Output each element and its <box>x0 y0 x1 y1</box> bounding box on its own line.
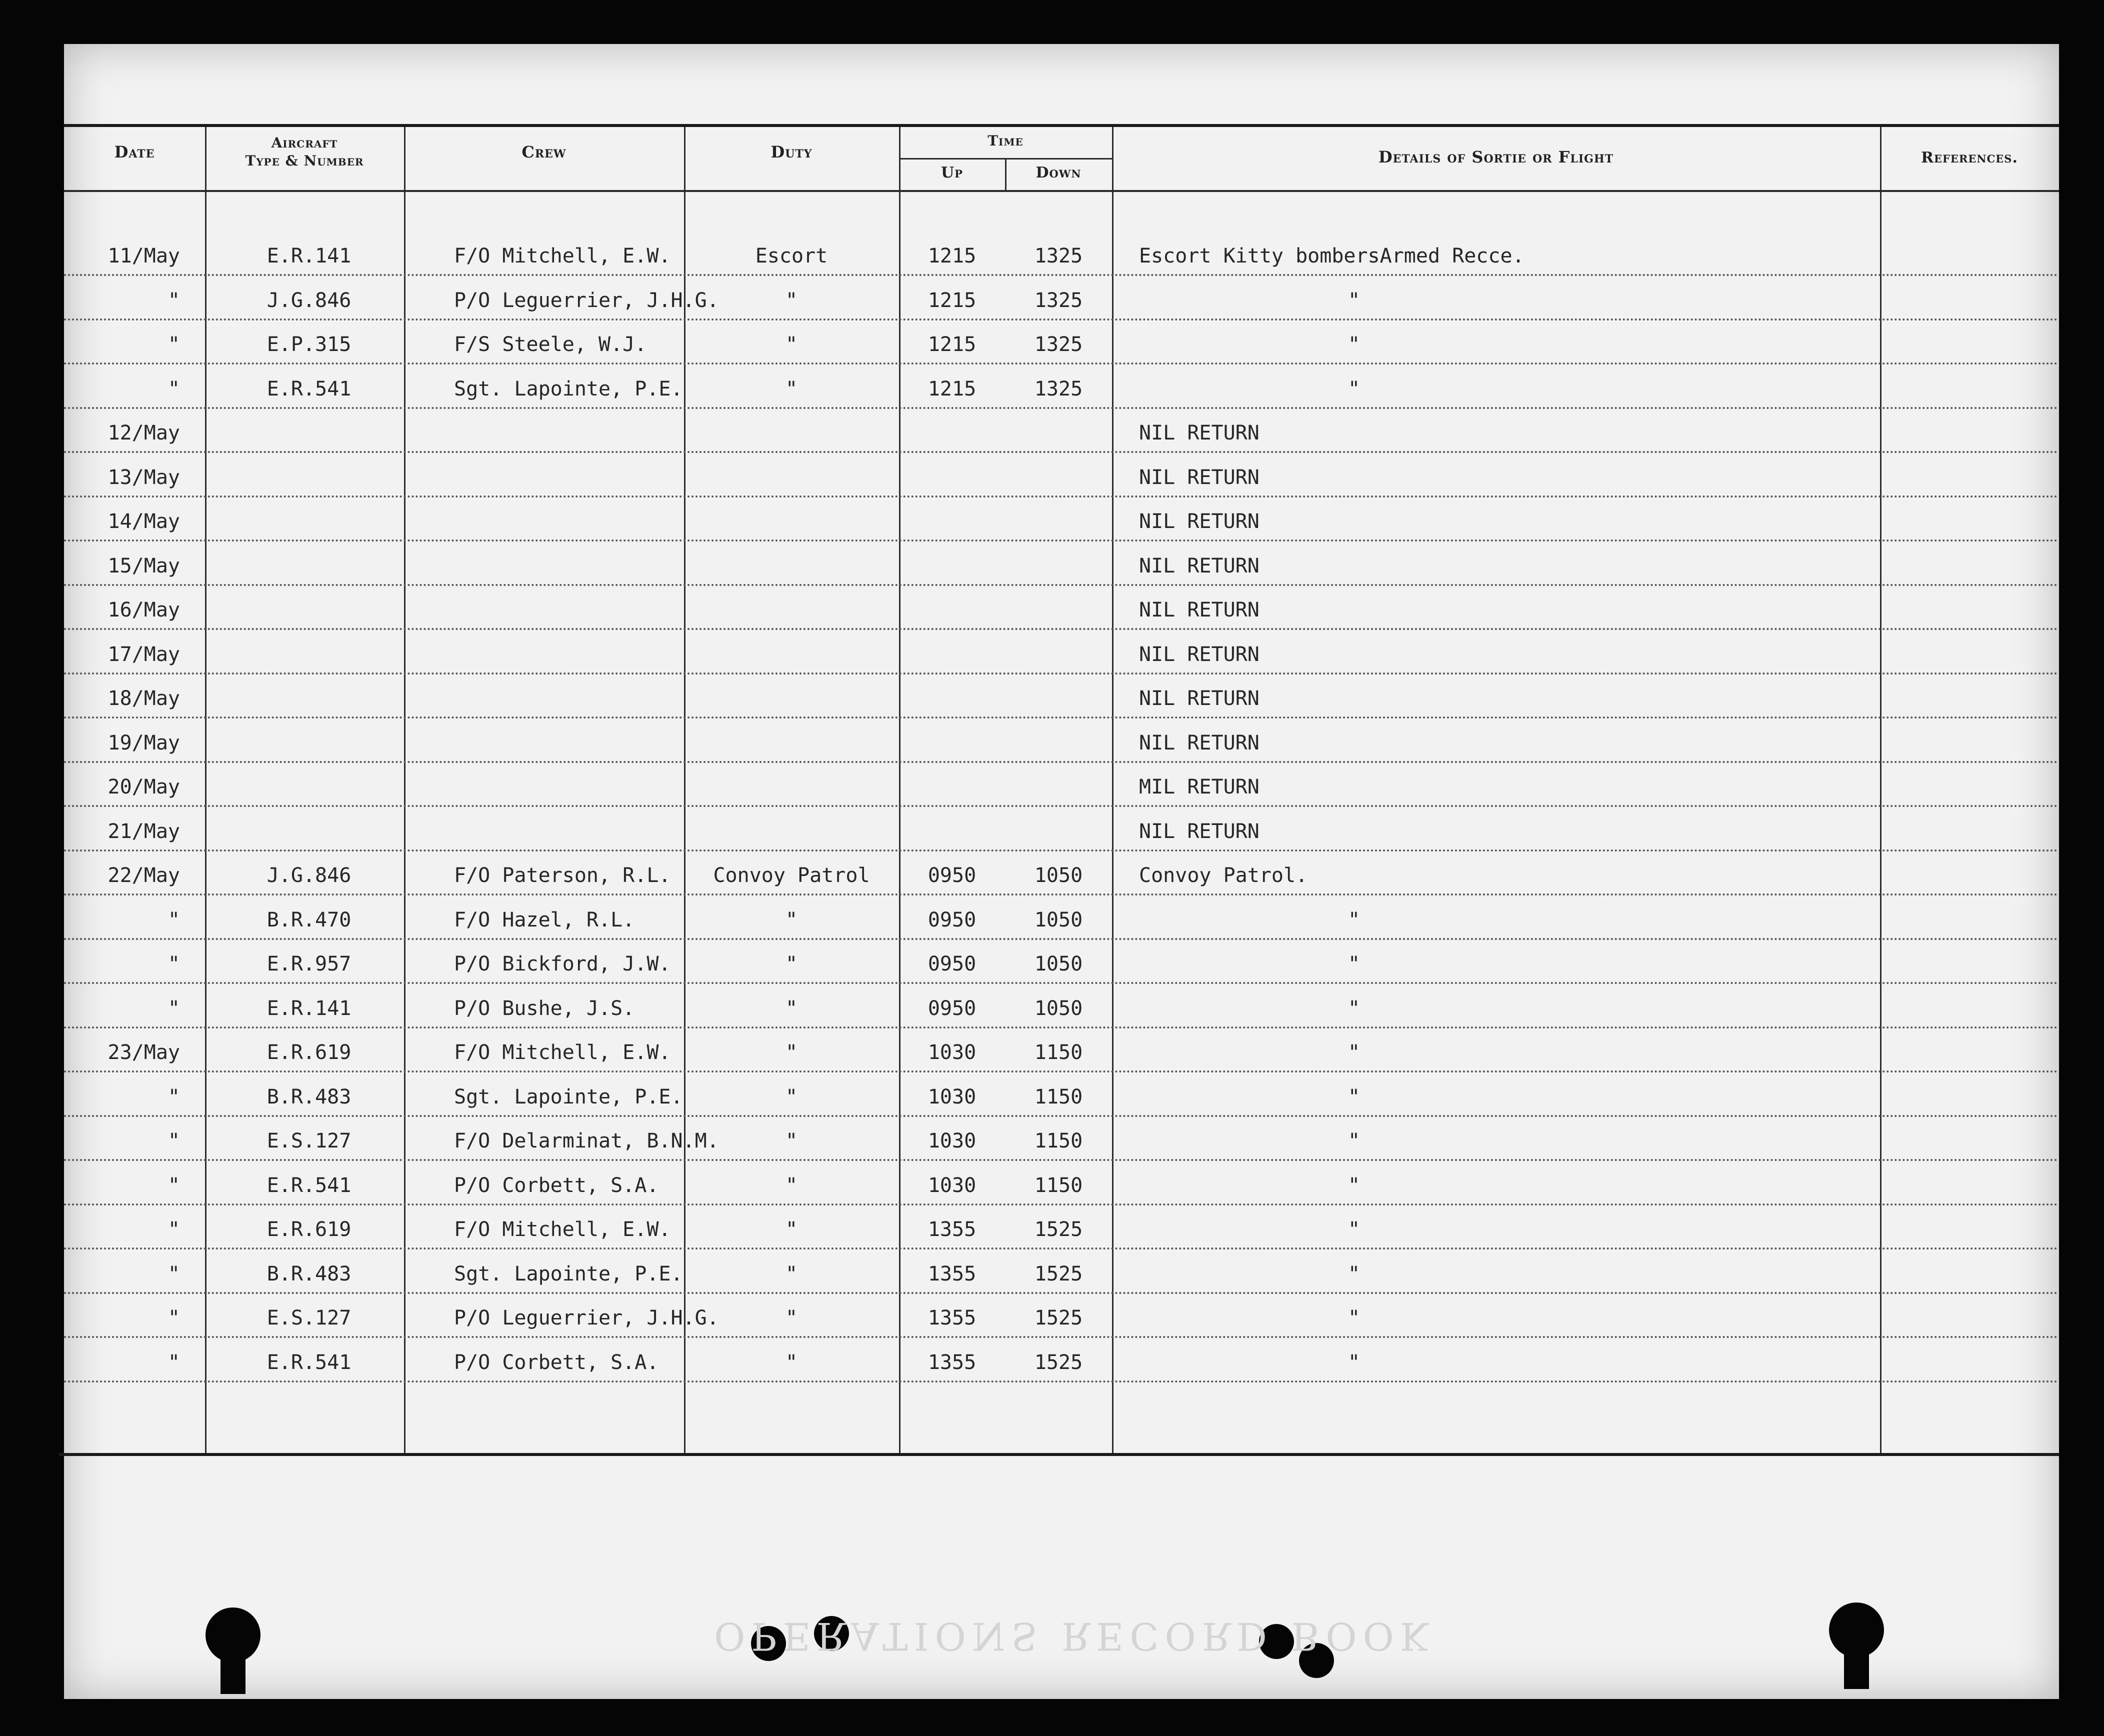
aircraft-cell: J.G.846 <box>266 288 352 312</box>
log-row <box>64 544 2059 588</box>
table-bottom-border <box>59 1453 2059 1456</box>
crew-cell: P/O Leguerrier, J.H.G. <box>454 288 719 312</box>
details-cell: NIL RETURN <box>1139 554 1260 578</box>
aircraft-cell: E.R.541 <box>266 1174 352 1197</box>
aircraft-cell: E.R.619 <box>266 1041 352 1064</box>
details-cell: " <box>1348 996 1360 1020</box>
crew-cell: Sgt. Lapointe, P.E. <box>454 377 683 400</box>
aircraft-cell: B.R.470 <box>266 908 352 932</box>
details-cell: NIL RETURN <box>1139 731 1260 754</box>
time-up-cell: 0950 <box>928 908 976 932</box>
time-down-cell: 1150 <box>1034 1174 1083 1197</box>
aircraft-cell: E.R.141 <box>266 996 352 1020</box>
date-cell: 22/May <box>108 864 180 887</box>
binder-punch-hole <box>1844 1649 1869 1689</box>
details-cell: " <box>1348 1218 1360 1241</box>
log-row <box>64 1075 2059 1119</box>
time-up-cell: 0950 <box>928 952 976 976</box>
header-aircraft-line2: Type & Number <box>245 152 364 169</box>
time-down-cell: 1050 <box>1034 864 1083 887</box>
date-cell: " <box>168 952 180 976</box>
details-cell: NIL RETURN <box>1139 598 1260 622</box>
dotted-rule <box>64 628 2059 630</box>
details-cell: " <box>1348 1306 1360 1330</box>
date-cell: " <box>168 1130 180 1152</box>
log-row <box>64 676 2059 720</box>
log-row <box>64 1030 2059 1074</box>
time-up-cell: 1355 <box>928 1306 976 1330</box>
crew-cell: F/O Mitchell, E.W. <box>454 1218 671 1241</box>
duty-cell: " <box>785 952 798 976</box>
log-row <box>64 234 2059 278</box>
duty-cell: " <box>785 1350 798 1374</box>
date-cell: 20/May <box>108 776 180 798</box>
aircraft-cell: E.R.541 <box>266 1350 352 1374</box>
dotted-rule <box>64 1380 2059 1382</box>
log-row <box>64 367 2059 411</box>
record-sheet <box>64 44 2059 1699</box>
time-down-cell: 1525 <box>1034 1306 1083 1330</box>
log-row <box>64 1296 2059 1340</box>
details-cell: Escort Kitty bombersArmed Recce. <box>1139 244 1524 268</box>
time-up-cell: 0950 <box>928 864 976 887</box>
aircraft-cell: B.R.483 <box>266 1085 352 1108</box>
date-cell: " <box>168 1262 180 1286</box>
details-cell: Convoy Patrol. <box>1139 864 1308 887</box>
time-up-cell: 1355 <box>928 1218 976 1241</box>
dotted-rule <box>64 318 2059 320</box>
dotted-rule <box>64 1159 2059 1161</box>
date-cell: 16/May <box>108 598 180 622</box>
duty-cell: " <box>785 288 798 312</box>
details-cell: " <box>1348 952 1360 976</box>
log-row <box>64 632 2059 676</box>
details-cell: NIL RETURN <box>1139 422 1260 444</box>
duty-cell: " <box>785 1218 798 1241</box>
header-time: Time <box>988 132 1024 149</box>
log-row <box>64 854 2059 898</box>
header-aircraft-line1: Aircraft <box>271 134 338 151</box>
dotted-rule <box>64 584 2059 586</box>
duty-cell: " <box>785 333 798 356</box>
crew-cell: F/S Steele, W.J. <box>454 333 647 356</box>
duty-cell: " <box>785 1306 798 1330</box>
details-cell: NIL RETURN <box>1139 687 1260 710</box>
date-cell: 14/May <box>108 510 180 533</box>
dotted-rule <box>64 1026 2059 1028</box>
dotted-rule <box>64 362 2059 364</box>
binder-punch-hole <box>220 1654 246 1694</box>
date-cell: 21/May <box>108 820 180 843</box>
details-cell: " <box>1348 1130 1360 1152</box>
crew-cell: F/O Hazel, R.L. <box>454 908 635 932</box>
crew-cell: F/O Delarminat, B.N.M. <box>454 1130 719 1152</box>
aircraft-cell: E.S.127 <box>266 1306 352 1330</box>
dotted-rule <box>64 1336 2059 1338</box>
header-aircraft <box>205 134 404 170</box>
time-down-cell: 1050 <box>1034 952 1083 976</box>
header-divider <box>64 190 2059 192</box>
date-cell: 11/May <box>108 244 180 268</box>
crew-cell: Sgt. Lapointe, P.E. <box>454 1262 683 1286</box>
header-date: Date <box>114 142 155 162</box>
aircraft-cell: E.S.127 <box>266 1130 352 1152</box>
time-down-cell: 1050 <box>1034 908 1083 932</box>
crew-cell: P/O Bushe, J.S. <box>454 996 635 1020</box>
header-time-up: Up <box>941 164 963 182</box>
date-cell: 23/May <box>108 1041 180 1064</box>
aircraft-cell: B.R.483 <box>266 1262 352 1286</box>
date-cell: " <box>168 1174 180 1197</box>
details-cell: " <box>1348 333 1360 356</box>
duty-cell: Escort <box>755 244 828 268</box>
time-down-cell: 1050 <box>1034 996 1083 1020</box>
dotted-rule <box>64 805 2059 807</box>
details-cell: NIL RETURN <box>1139 820 1260 843</box>
duty-cell: Convoy Patrol <box>713 864 870 887</box>
time-up-cell: 1030 <box>928 1041 976 1064</box>
header-references: References. <box>1921 149 2018 166</box>
time-down-cell: 1525 <box>1034 1218 1083 1241</box>
log-row <box>64 278 2059 322</box>
details-cell: " <box>1348 1350 1360 1374</box>
details-cell: " <box>1348 288 1360 312</box>
date-cell: 15/May <box>108 554 180 578</box>
time-down-cell: 1150 <box>1034 1085 1083 1108</box>
details-cell: " <box>1348 377 1360 400</box>
crew-cell: Sgt. Lapointe, P.E. <box>454 1085 683 1108</box>
dotted-rule <box>64 894 2059 896</box>
aircraft-cell: E.P.315 <box>266 333 352 356</box>
time-down-cell: 1150 <box>1034 1041 1083 1064</box>
date-cell: " <box>168 1218 180 1241</box>
dotted-rule <box>64 672 2059 674</box>
duty-cell: " <box>785 1262 798 1286</box>
log-row <box>64 898 2059 942</box>
time-down-cell: 1325 <box>1034 333 1083 356</box>
dotted-rule <box>64 716 2059 718</box>
duty-cell: " <box>785 377 798 400</box>
details-cell: NIL RETURN <box>1139 466 1260 489</box>
date-cell: 12/May <box>108 422 180 444</box>
time-down-cell: 1325 <box>1034 244 1083 268</box>
date-cell: 19/May <box>108 731 180 754</box>
date-cell: 17/May <box>108 642 180 666</box>
time-up-cell: 1215 <box>928 244 976 268</box>
aircraft-cell: E.R.541 <box>266 377 352 400</box>
time-up-cell: 0950 <box>928 996 976 1020</box>
dotted-rule <box>64 1204 2059 1206</box>
date-cell: " <box>168 1306 180 1330</box>
time-up-cell: 1355 <box>928 1350 976 1374</box>
header-details: Details of Sortie or Flight <box>1378 148 1614 166</box>
dotted-rule <box>64 1115 2059 1117</box>
aircraft-cell: E.R.957 <box>266 952 352 976</box>
log-row <box>64 1252 2059 1296</box>
header-duty: Duty <box>770 142 812 162</box>
date-cell: 18/May <box>108 687 180 710</box>
dotted-rule <box>64 982 2059 984</box>
dotted-rule <box>64 938 2059 940</box>
date-cell: " <box>168 333 180 356</box>
time-up-cell: 1215 <box>928 288 976 312</box>
crew-cell: F/O Mitchell, E.W. <box>454 244 671 268</box>
log-row <box>64 765 2059 809</box>
time-up-cell: 1215 <box>928 377 976 400</box>
date-cell: " <box>168 908 180 932</box>
time-up-cell: 1030 <box>928 1085 976 1108</box>
log-row <box>64 322 2059 366</box>
dotted-rule <box>64 1248 2059 1250</box>
bleed-through-text: OPERATIONS RECORD BOOK <box>714 1614 1434 1658</box>
dotted-rule <box>64 850 2059 852</box>
crew-cell: P/O Leguerrier, J.H.G. <box>454 1306 719 1330</box>
log-row <box>64 1208 2059 1252</box>
aircraft-cell: E.R.619 <box>266 1218 352 1241</box>
time-down-cell: 1525 <box>1034 1262 1083 1286</box>
date-cell: " <box>168 1350 180 1374</box>
details-cell: " <box>1348 1085 1360 1108</box>
time-down-cell: 1325 <box>1034 288 1083 312</box>
dotted-rule <box>64 761 2059 763</box>
duty-cell: " <box>785 908 798 932</box>
dotted-rule <box>64 407 2059 409</box>
time-down-cell: 1525 <box>1034 1350 1083 1374</box>
log-row <box>64 588 2059 632</box>
time-down-cell: 1325 <box>1034 377 1083 400</box>
date-cell: " <box>168 996 180 1020</box>
log-row <box>64 942 2059 986</box>
time-down-cell: 1150 <box>1034 1130 1083 1152</box>
aircraft-cell: J.G.846 <box>266 864 352 887</box>
time-up-cell: 1030 <box>928 1130 976 1152</box>
details-cell: NIL RETURN <box>1139 510 1260 533</box>
details-cell: " <box>1348 1262 1360 1286</box>
details-cell: NIL RETURN <box>1139 642 1260 666</box>
crew-cell: F/O Paterson, R.L. <box>454 864 671 887</box>
date-cell: " <box>168 288 180 312</box>
crew-cell: P/O Corbett, S.A. <box>454 1350 659 1374</box>
log-row <box>64 411 2059 455</box>
details-cell: " <box>1348 908 1360 932</box>
time-up-cell: 1355 <box>928 1262 976 1286</box>
dotted-rule <box>64 540 2059 542</box>
time-up-cell: 1215 <box>928 333 976 356</box>
dotted-rule <box>64 274 2059 276</box>
log-row <box>64 456 2059 500</box>
dotted-rule <box>64 496 2059 498</box>
table-top-border <box>64 124 2059 127</box>
dotted-rule <box>64 1070 2059 1072</box>
duty-cell: " <box>785 996 798 1020</box>
log-row <box>64 500 2059 544</box>
date-cell: " <box>168 377 180 400</box>
log-row <box>64 1164 2059 1208</box>
duty-cell: " <box>785 1085 798 1108</box>
aircraft-cell: E.R.141 <box>266 244 352 268</box>
crew-cell: P/O Bickford, J.W. <box>454 952 671 976</box>
details-cell: " <box>1348 1174 1360 1197</box>
log-row <box>64 721 2059 765</box>
log-row <box>64 986 2059 1030</box>
date-cell: 13/May <box>108 466 180 489</box>
header-time-down: Down <box>1036 164 1082 182</box>
duty-cell: " <box>785 1130 798 1152</box>
log-row <box>64 810 2059 854</box>
date-cell: " <box>168 1085 180 1108</box>
details-cell: MIL RETURN <box>1139 776 1260 798</box>
dotted-rule <box>64 451 2059 453</box>
duty-cell: " <box>785 1041 798 1064</box>
log-row <box>64 1340 2059 1384</box>
duty-cell: " <box>785 1174 798 1197</box>
log-row <box>64 1119 2059 1163</box>
crew-cell: F/O Mitchell, E.W. <box>454 1041 671 1064</box>
header-crew: Crew <box>522 142 566 162</box>
time-up-cell: 1030 <box>928 1174 976 1197</box>
details-cell: " <box>1348 1041 1360 1064</box>
crew-cell: P/O Corbett, S.A. <box>454 1174 659 1197</box>
dotted-rule <box>64 1292 2059 1294</box>
